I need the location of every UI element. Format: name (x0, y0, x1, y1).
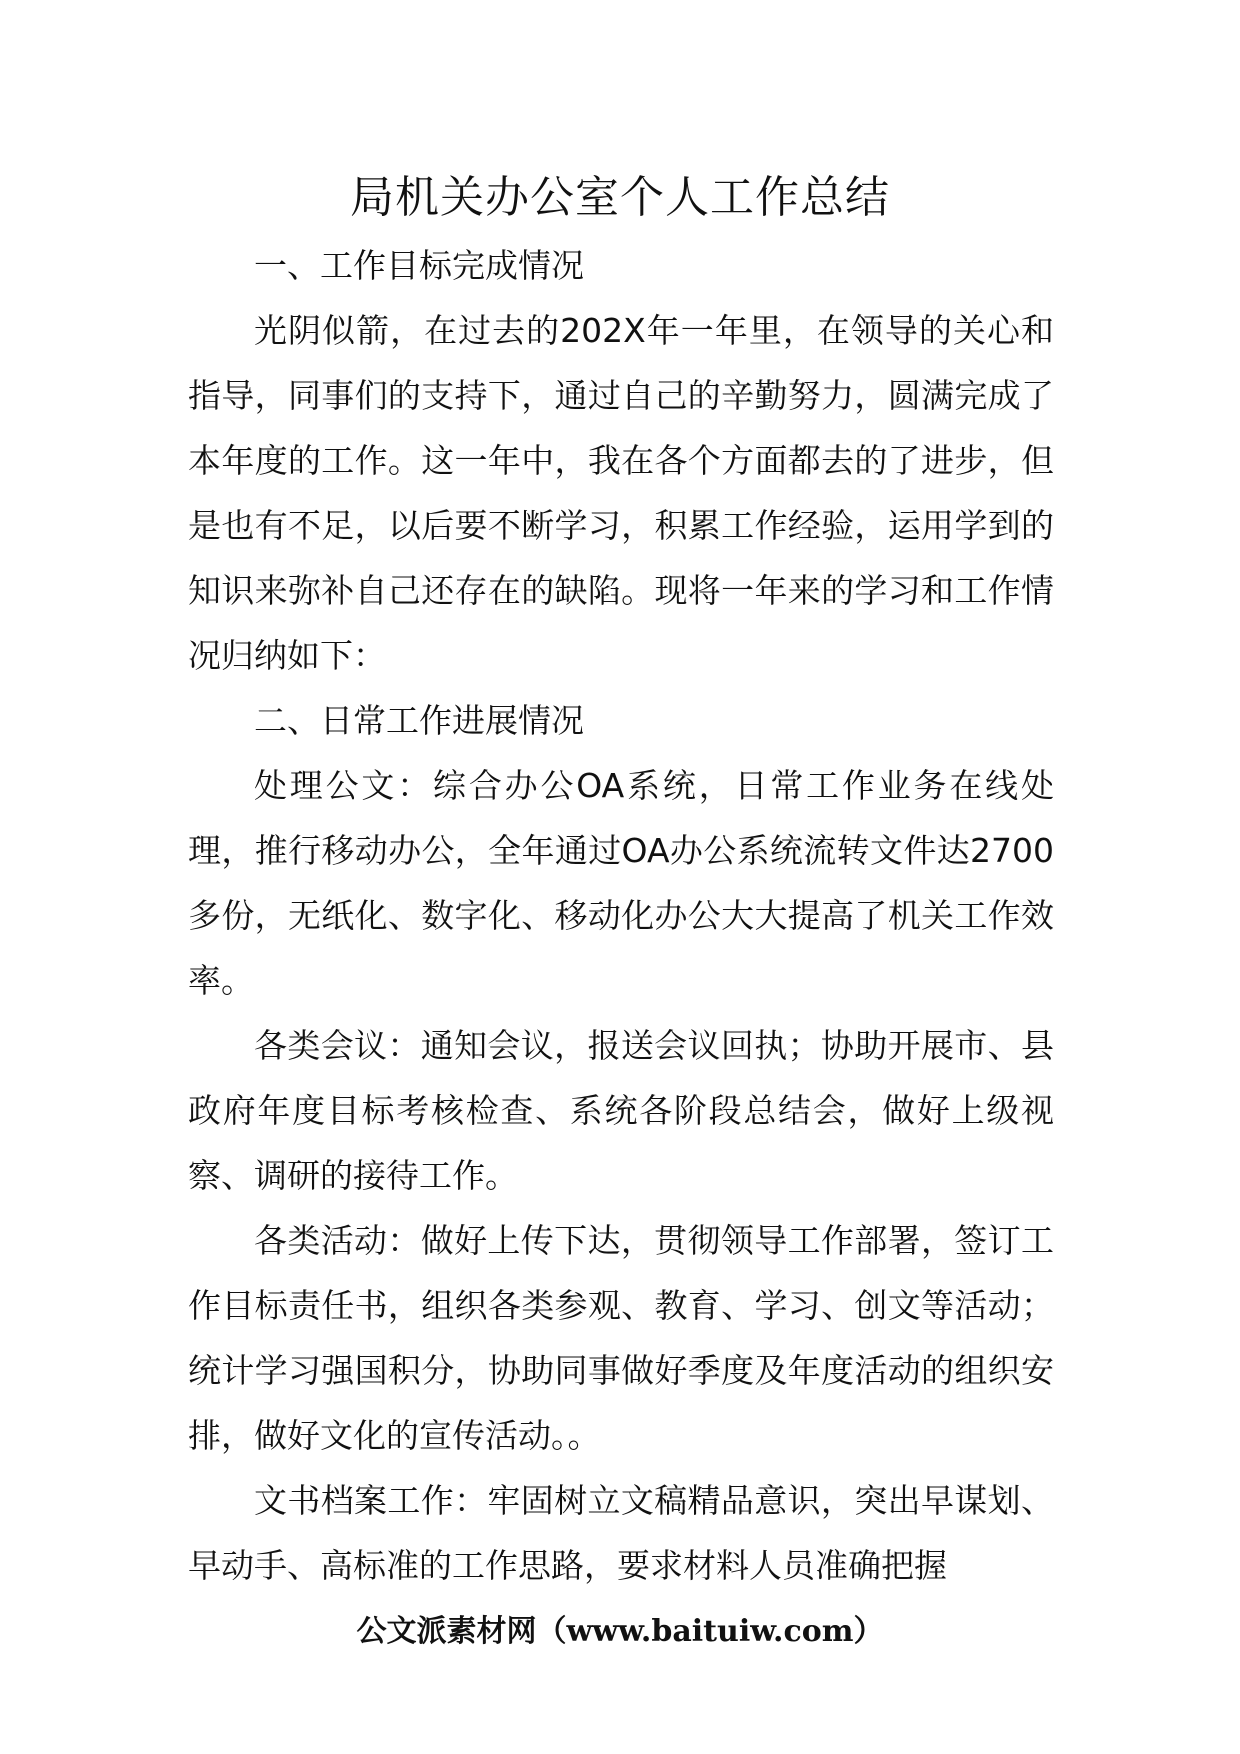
paragraph-intro: 光阴似箭，在过去的202X年一年里，在领导的关心和指导，同事们的支持下，通过自己的辛勤努力，圆满完成了本年度的工作。这一年中，我在各个方面都去的了进步，但是也有不足，以后要不断学习，积累工作经验，运用学到的知识来弥补自己还存在的缺陷。现将一年来的学习和工作情况归纳如下： (188, 311, 1054, 675)
paragraph-meetings: 各类会议：通知会议，报送会议回执；协助开展市、县政府年度目标考核检查、系统各阶段总结会，做好上级视察、调研的接待工作。 (188, 1026, 1054, 1195)
paragraph-documents: 处理公文：综合办公OA系统，日常工作业务在线处理，推行移动办公，全年通过OA办公系统流转文件达2700多份，无纸化、数字化、移动化办公大大提高了机关工作效率。 (188, 766, 1054, 1000)
document-title: 局机关办公室个人工作总结 (350, 172, 890, 223)
document-body (188, 233, 1054, 1598)
paragraph-archives: 文书档案工作：牢固树立文稿精品意识，突出早谋划、早动手、高标准的工作思路，要求材料人员准确把握 (188, 1481, 1054, 1585)
paragraph-activities: 各类活动：做好上传下达，贯彻领导工作部署，签订工作目标责任书，组织各类参观、教育、学习、创文等活动；统计学习强国积分，协助同事做好季度及年度活动的组织安排，做好文化的宣传活动。。 (188, 1221, 1054, 1455)
footer-watermark: 公文派素材网（www.baituiw.com） (356, 1614, 884, 1649)
section-heading-2: 二、日常工作进展情况 (254, 701, 584, 740)
section-heading-1: 一、工作目标完成情况 (254, 246, 584, 285)
